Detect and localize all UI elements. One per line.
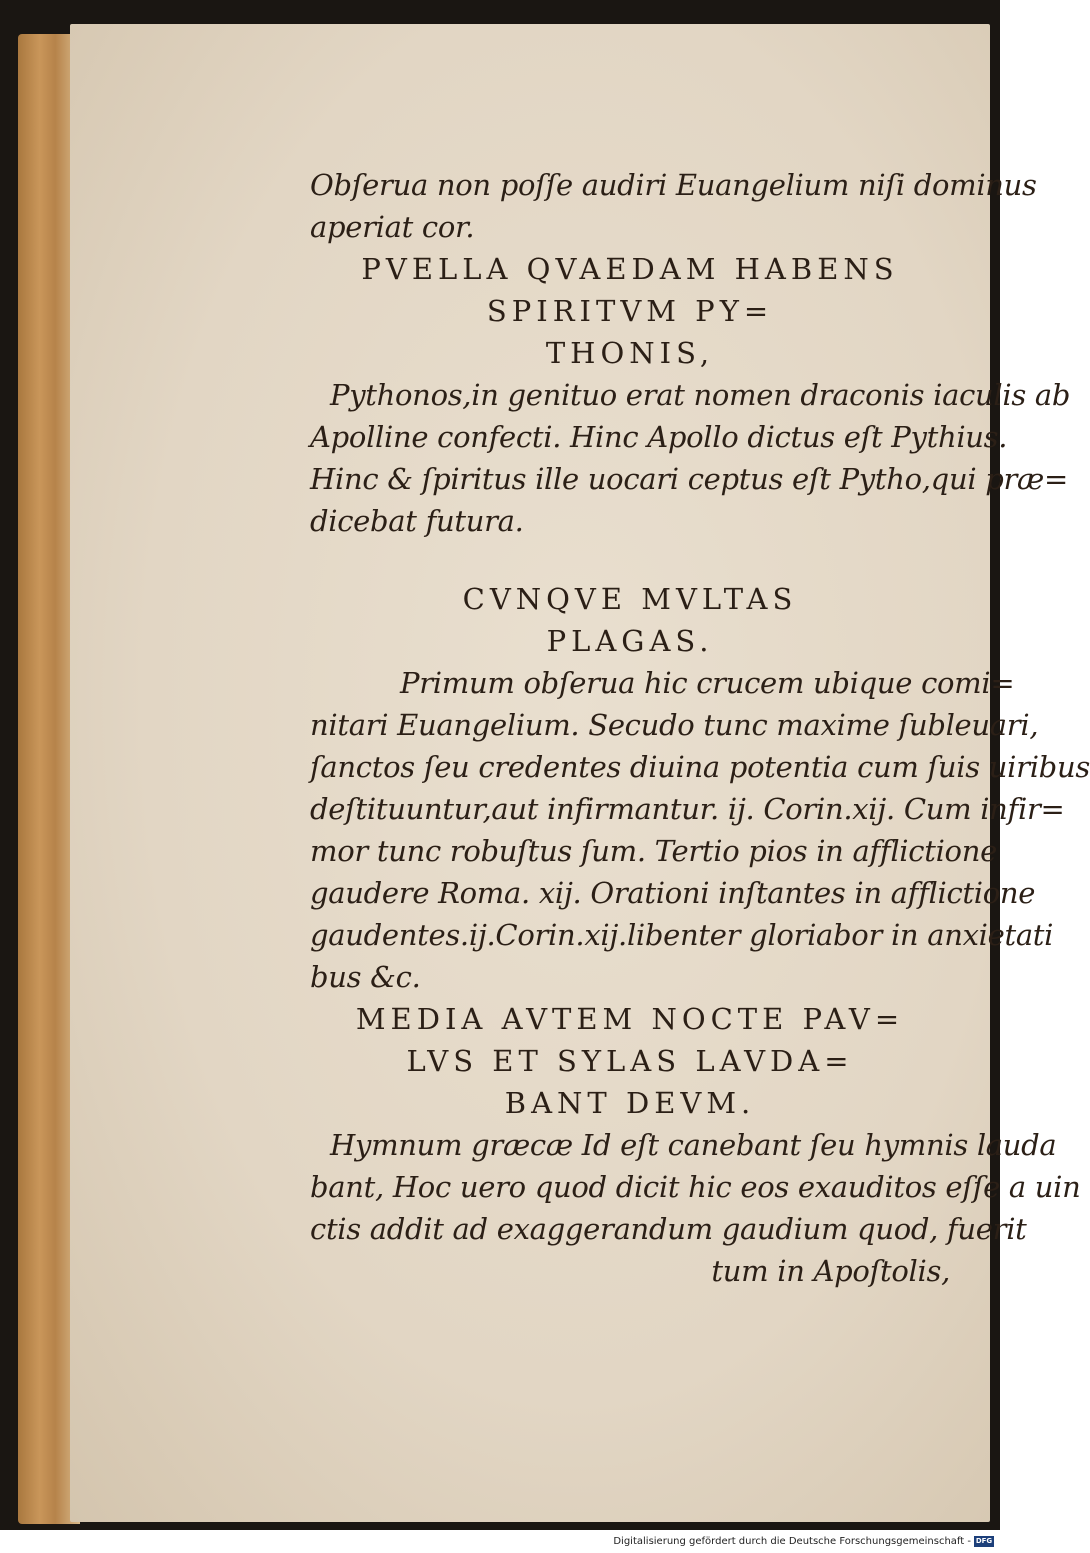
text-line: Primum obſerua hic crucem ubique comi= (400, 666, 1015, 700)
credit-text: Digitalisierung gefördert durch die Deutsche Forschungsgemeinschaft - (613, 1536, 971, 1547)
text-line: Hymnum græcæ Id eſt canebant ſeu hymnis lauda (330, 1128, 1057, 1162)
dfg-logo-icon: DFG (975, 1537, 993, 1545)
text-line: Apolline confecti. Hinc Apollo dictus eſt Pythius. (310, 420, 1008, 454)
text-line: mor tunc robuſtus ſum. Tertio pios in afflictione (310, 834, 997, 868)
text-line: ſanctos ſeu credentes diuina potentia cum ſuis uiribus (310, 750, 1090, 784)
section-heading: THONIS, (545, 336, 715, 370)
text-line: nitari Euangelium. Secudo tunc maxime ſubleuari, (310, 708, 1039, 742)
text-line: Pythonos,in genituo erat nomen draconis iaculis ab (330, 378, 1071, 412)
section-heading: PLAGAS. (546, 624, 714, 658)
text-line: tum in Apoſtolis, (711, 1254, 950, 1288)
section-heading: LVS ET SYLAS LAVDA= (406, 1044, 854, 1078)
text-line: gaudere Roma. xij. Orationi inſtantes in afflictione (310, 876, 1036, 910)
text-block (310, 164, 1090, 1292)
text-line: Obſerua non poſſe audiri Euangelium niſi dominus (310, 168, 1037, 202)
text-line: gaudentes.ij.Corin.xij.libenter gloriabor in anxietati (310, 918, 1054, 952)
book-page (70, 24, 1090, 1522)
text-line: dicebat futura. (310, 504, 524, 538)
section-heading: BANT DEVM. (504, 1086, 756, 1120)
section-heading: SPIRITVM PY= (486, 294, 774, 328)
section-heading: PVELLA QVAEDAM HABENS (361, 252, 899, 286)
text-line: bus &c. (310, 960, 421, 994)
digitization-credit (613, 1536, 994, 1547)
section-heading: MEDIA AVTEM NOCTE PAV= (355, 1002, 905, 1036)
text-line: deſtituuntur,aut infirmantur. ij. Corin.xij. Cum infir= (310, 792, 1065, 826)
text-line: bant, Hoc uero quod dicit hic eos exauditos eſſe a uin (310, 1170, 1081, 1204)
text-line: Hinc & ſpiritus ille uocari ceptus eſt Pytho,qui præ= (310, 462, 1068, 496)
text-line: ctis addit ad exaggerandum gaudium quod, fuerit (310, 1212, 1027, 1246)
text-line: aperiat cor. (310, 210, 475, 244)
section-heading: CVNQVE MVLTAS (462, 582, 798, 616)
